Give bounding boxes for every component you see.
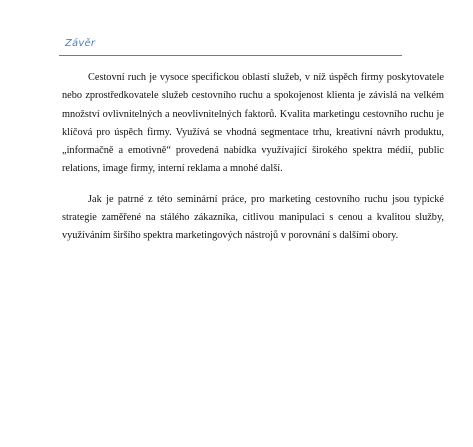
paragraph-line: relations, image firmy, interní reklama a mnohé další. xyxy=(62,163,283,175)
paragraph-spacing xyxy=(62,179,444,191)
paragraph-line: „informačně a emotivně“ provedená nabídka využívající širokého spektra médií, public xyxy=(62,145,444,157)
paragraph-1 xyxy=(62,69,444,179)
paragraph-line: Jak je patrné z této seminární práce, pro marketing cestovního ruchu jsou typické xyxy=(88,193,444,205)
paragraph-line: nebo zprostředkovatele služeb cestovního ruchu a spokojenost klienta je závislá na velkém xyxy=(62,90,444,102)
paragraph-line: strategie zaměřené na stálého zákazníka, citlivou manipulaci s cenou a kvalitou služby, xyxy=(62,212,444,224)
heading-underline xyxy=(59,55,402,56)
document-body xyxy=(62,69,444,246)
paragraph-line: množství ovlivnitelných a neovlivnitelných faktorů. Kvalita marketingu cestovního ruchu je xyxy=(62,108,444,120)
paragraph-line: využíváním širšího spektra marketingových nástrojů v porovnání s dalšími obory. xyxy=(62,230,399,242)
paragraph-2 xyxy=(62,191,444,246)
paragraph-line: klíčová pro úspěch firmy. Využívá se vhodná segmentace trhu, kreativní návrh produktu, xyxy=(62,126,444,138)
section-heading: Závěr xyxy=(65,38,96,49)
paragraph-line: Cestovní ruch je vysoce specifickou oblastí služeb, v níž úspěch firmy poskytovatele xyxy=(88,72,444,83)
